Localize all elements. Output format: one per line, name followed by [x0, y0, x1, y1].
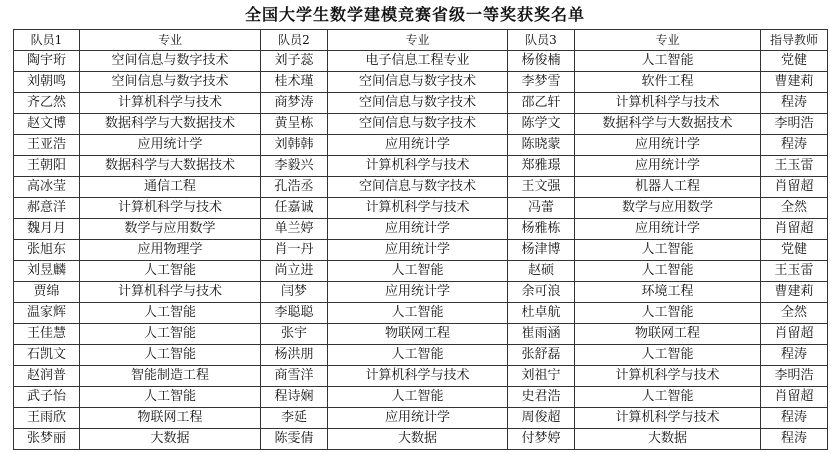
cell-advisor: 全然 — [761, 303, 828, 324]
cell-major1: 计算机科学与技术 — [80, 282, 261, 303]
cell-major2: 人工智能 — [328, 261, 508, 282]
table-row — [14, 303, 828, 324]
cell-major3: 数学与应用数学 — [575, 198, 761, 219]
cell-major3: 环境工程 — [575, 282, 761, 303]
header-major2: 专业 — [328, 30, 508, 51]
cell-member1: 齐乙然 — [14, 93, 80, 114]
cell-member3: 邵乙轩 — [508, 93, 575, 114]
cell-advisor: 程涛 — [761, 408, 828, 429]
cell-major3: 软件工程 — [575, 72, 761, 93]
cell-member2: 任嘉诚 — [261, 198, 328, 219]
cell-member2: 李毅兴 — [261, 156, 328, 177]
cell-member2: 程诗娴 — [261, 387, 328, 408]
cell-major3: 人工智能 — [575, 303, 761, 324]
cell-major3: 人工智能 — [575, 261, 761, 282]
table-row — [14, 198, 828, 219]
cell-member3: 杨俊楠 — [508, 51, 575, 72]
cell-member2: 肖一丹 — [261, 240, 328, 261]
cell-major2: 空间信息与数字技术 — [328, 72, 508, 93]
cell-advisor: 程涛 — [761, 93, 828, 114]
cell-major3: 机器人工程 — [575, 177, 761, 198]
cell-major3: 应用统计学 — [575, 156, 761, 177]
cell-major3: 人工智能 — [575, 240, 761, 261]
cell-member1: 刘昱麟 — [14, 261, 80, 282]
cell-advisor: 程涛 — [761, 135, 828, 156]
cell-member1: 魏月月 — [14, 219, 80, 240]
table-row — [14, 72, 828, 93]
cell-member2: 李聪聪 — [261, 303, 328, 324]
cell-member3: 杜卓航 — [508, 303, 575, 324]
cell-major3: 应用统计学 — [575, 135, 761, 156]
cell-major3: 数据科学与大数据技术 — [575, 114, 761, 135]
table-row — [14, 387, 828, 408]
cell-member1: 温家辉 — [14, 303, 80, 324]
table-row — [14, 324, 828, 345]
cell-major2: 应用统计学 — [328, 408, 508, 429]
cell-major2: 人工智能 — [328, 387, 508, 408]
cell-member2: 单兰婷 — [261, 219, 328, 240]
table-row — [14, 51, 828, 72]
cell-major2: 人工智能 — [328, 303, 508, 324]
cell-major1: 人工智能 — [80, 387, 261, 408]
cell-member2: 黄呈栋 — [261, 114, 328, 135]
table-row — [14, 219, 828, 240]
cell-member3: 杨津博 — [508, 240, 575, 261]
cell-advisor: 程涛 — [761, 345, 828, 366]
cell-major1: 人工智能 — [80, 303, 261, 324]
table-row — [14, 240, 828, 261]
cell-advisor: 程涛 — [761, 429, 828, 450]
cell-member1: 郝意洋 — [14, 198, 80, 219]
cell-major2: 大数据 — [328, 429, 508, 450]
cell-major3: 计算机科学与技术 — [575, 93, 761, 114]
cell-member2: 闫梦 — [261, 282, 328, 303]
cell-advisor: 李明浩 — [761, 366, 828, 387]
cell-major2: 计算机科学与技术 — [328, 366, 508, 387]
cell-major2: 计算机科学与技术 — [328, 198, 508, 219]
cell-major3: 计算机科学与技术 — [575, 366, 761, 387]
cell-member3: 王文强 — [508, 177, 575, 198]
cell-major1: 智能制造工程 — [80, 366, 261, 387]
cell-major2: 应用统计学 — [328, 240, 508, 261]
cell-major1: 通信工程 — [80, 177, 261, 198]
cell-major2: 空间信息与数字技术 — [328, 177, 508, 198]
cell-major3: 大数据 — [575, 429, 761, 450]
cell-member1: 贾绵 — [14, 282, 80, 303]
cell-member2: 杨洪朋 — [261, 345, 328, 366]
cell-advisor: 肖留超 — [761, 219, 828, 240]
cell-member3: 杨雅栋 — [508, 219, 575, 240]
cell-major1: 空间信息与数字技术 — [80, 51, 261, 72]
table-row — [14, 261, 828, 282]
cell-major1: 人工智能 — [80, 261, 261, 282]
cell-member3: 周俊超 — [508, 408, 575, 429]
table-row — [14, 135, 828, 156]
cell-member3: 崔雨涵 — [508, 324, 575, 345]
header-advisor: 指导教师 — [761, 30, 828, 51]
cell-member1: 石凯文 — [14, 345, 80, 366]
document-title: 全国大学生数学建模竞赛省级一等奖获奖名单 — [244, 5, 585, 24]
cell-advisor: 全然 — [761, 198, 828, 219]
cell-major1: 数据科学与大数据技术 — [80, 156, 261, 177]
cell-major1: 人工智能 — [80, 324, 261, 345]
cell-major2: 人工智能 — [328, 345, 508, 366]
cell-member2: 陈雯倩 — [261, 429, 328, 450]
cell-major3: 应用统计学 — [575, 219, 761, 240]
cell-member1: 赵润普 — [14, 366, 80, 387]
cell-member3: 史君浩 — [508, 387, 575, 408]
cell-member2: 商梦涛 — [261, 93, 328, 114]
cell-member3: 赵硕 — [508, 261, 575, 282]
cell-major2: 空间信息与数字技术 — [328, 93, 508, 114]
cell-member1: 王佳慧 — [14, 324, 80, 345]
cell-member3: 刘祖宁 — [508, 366, 575, 387]
cell-member3: 冯蕾 — [508, 198, 575, 219]
cell-member1: 王朝阳 — [14, 156, 80, 177]
cell-member3: 李梦雪 — [508, 72, 575, 93]
cell-member3: 陈晓蒙 — [508, 135, 575, 156]
cell-member2: 刘韩韩 — [261, 135, 328, 156]
cell-advisor: 党健 — [761, 51, 828, 72]
cell-major3: 人工智能 — [575, 387, 761, 408]
cell-advisor: 王玉雷 — [761, 261, 828, 282]
cell-member1: 王雨欣 — [14, 408, 80, 429]
cell-major2: 应用统计学 — [328, 135, 508, 156]
cell-major1: 数据科学与大数据技术 — [80, 114, 261, 135]
cell-member2: 张宇 — [261, 324, 328, 345]
cell-advisor: 曹建莉 — [761, 72, 828, 93]
table-body — [14, 51, 828, 450]
cell-major3: 人工智能 — [575, 345, 761, 366]
cell-major2: 物联网工程 — [328, 324, 508, 345]
cell-major1: 应用物理学 — [80, 240, 261, 261]
table-row — [14, 345, 828, 366]
table-row — [14, 114, 828, 135]
table-row — [14, 282, 828, 303]
cell-major1: 物联网工程 — [80, 408, 261, 429]
cell-member2: 刘子蕊 — [261, 51, 328, 72]
award-table — [13, 29, 828, 450]
cell-member1: 张旭东 — [14, 240, 80, 261]
cell-member2: 商雪洋 — [261, 366, 328, 387]
header-major1: 专业 — [80, 30, 261, 51]
table-row — [14, 177, 828, 198]
header-row — [14, 30, 828, 51]
table-row — [14, 93, 828, 114]
cell-member3: 余可浪 — [508, 282, 575, 303]
cell-advisor: 曹建莉 — [761, 282, 828, 303]
cell-major2: 应用统计学 — [328, 282, 508, 303]
cell-major1: 人工智能 — [80, 345, 261, 366]
cell-major2: 空间信息与数字技术 — [328, 114, 508, 135]
cell-member1: 刘朝鸣 — [14, 72, 80, 93]
cell-member2: 孔浩丞 — [261, 177, 328, 198]
cell-major3: 计算机科学与技术 — [575, 408, 761, 429]
cell-major1: 应用统计学 — [80, 135, 261, 156]
cell-major2: 电子信息工程专业 — [328, 51, 508, 72]
cell-advisor: 肖留超 — [761, 387, 828, 408]
cell-member1: 张梦丽 — [14, 429, 80, 450]
table-row — [14, 429, 828, 450]
cell-major3: 人工智能 — [575, 51, 761, 72]
cell-member2: 李延 — [261, 408, 328, 429]
cell-member1: 陶宇珩 — [14, 51, 80, 72]
header-member3: 队员3 — [508, 30, 575, 51]
cell-major1: 数学与应用数学 — [80, 219, 261, 240]
cell-member1: 武子怡 — [14, 387, 80, 408]
table-row — [14, 366, 828, 387]
cell-member1: 赵文博 — [14, 114, 80, 135]
cell-major2: 应用统计学 — [328, 219, 508, 240]
cell-major3: 物联网工程 — [575, 324, 761, 345]
header-member1: 队员1 — [14, 30, 80, 51]
cell-major2: 计算机科学与技术 — [328, 156, 508, 177]
cell-member2: 尚立进 — [261, 261, 328, 282]
cell-major1: 空间信息与数字技术 — [80, 72, 261, 93]
cell-advisor: 党健 — [761, 240, 828, 261]
cell-member1: 高冰莹 — [14, 177, 80, 198]
cell-advisor: 王玉雷 — [761, 156, 828, 177]
cell-member3: 付梦婷 — [508, 429, 575, 450]
cell-member3: 郑雅璟 — [508, 156, 575, 177]
table-row — [14, 156, 828, 177]
cell-member3: 张舒磊 — [508, 345, 575, 366]
header-member2: 队员2 — [261, 30, 328, 51]
cell-major1: 计算机科学与技术 — [80, 93, 261, 114]
header-major3: 专业 — [575, 30, 761, 51]
table-row — [14, 408, 828, 429]
cell-member2: 桂术瑾 — [261, 72, 328, 93]
cell-advisor: 肖留超 — [761, 177, 828, 198]
cell-advisor: 肖留超 — [761, 324, 828, 345]
cell-member3: 陈学文 — [508, 114, 575, 135]
cell-major1: 大数据 — [80, 429, 261, 450]
cell-member1: 王亚浩 — [14, 135, 80, 156]
cell-major1: 计算机科学与技术 — [80, 198, 261, 219]
cell-advisor: 李明浩 — [761, 114, 828, 135]
